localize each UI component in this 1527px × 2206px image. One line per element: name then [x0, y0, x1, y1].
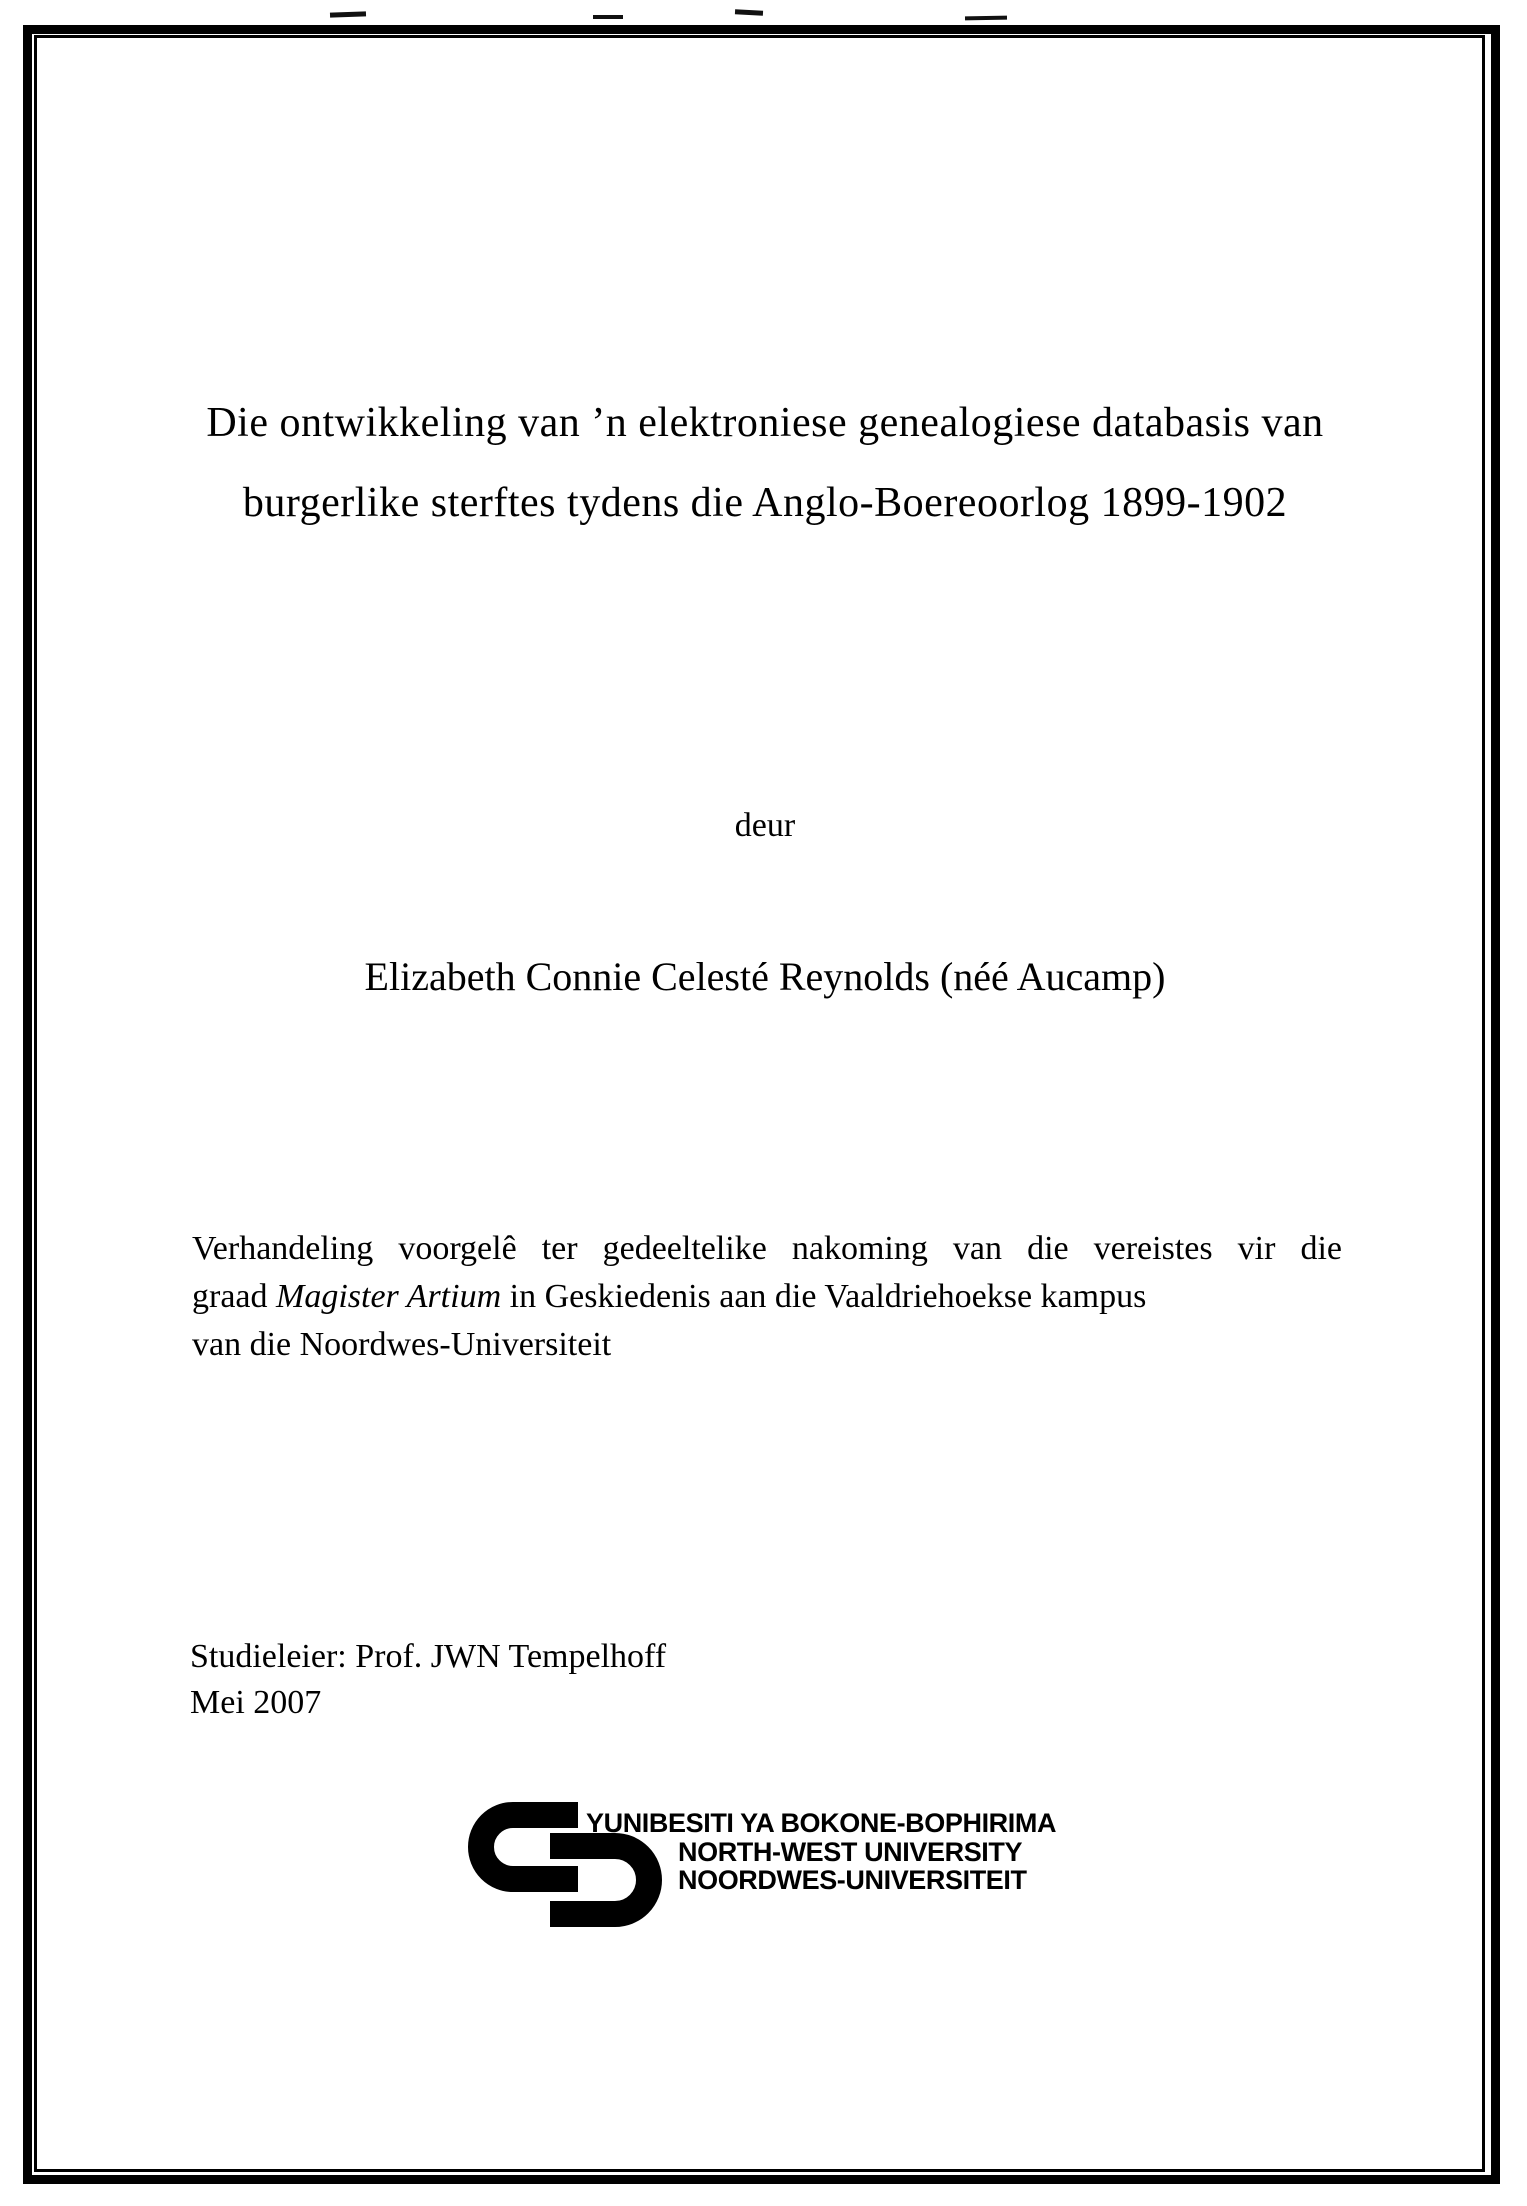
thesis-title-line1: Die ontwikkeling van ’n elektroniese genealogiese databasis van [206, 400, 1324, 446]
scan-speck [593, 15, 623, 19]
logo-text-setswana: YUNIBESITI YA BOKONE-BOPHIRIMA [586, 1808, 1057, 1838]
scan-speck [330, 11, 366, 17]
statement-line3: van die Noordwes-Universiteit [192, 1326, 612, 1363]
scan-speck [965, 16, 1007, 21]
logo-text-afrikaans: NOORDWES-UNIVERSITEIT [678, 1865, 1027, 1895]
university-logo [467, 1802, 1087, 1932]
statement-line2-suffix: in Geskiedenis aan die Vaaldriehoekse kampus [501, 1278, 1147, 1315]
scan-speck [735, 9, 763, 15]
thesis-title-line2: burgerlike sterftes tydens die Anglo-Boereoorlog 1899-1902 [242, 480, 1288, 526]
supervisor-line: Studieleier: Prof. JWN Tempelhoff [190, 1638, 667, 1675]
degree-name-italic: Magister Artium [276, 1278, 502, 1315]
byline: deur [734, 807, 796, 844]
statement-line2-prefix: graad [192, 1278, 277, 1315]
author-name: Elizabeth Connie Celesté Reynolds (néé Aucamp) [364, 954, 1166, 999]
submission-statement [192, 1225, 1342, 1369]
statement-line2 [192, 1273, 1342, 1321]
statement-line1: Verhandeling voorgelê ter gedeeltelike nakoming van die vereistes vir die [192, 1230, 1342, 1267]
supervisor-and-date [190, 1634, 666, 1726]
date-line: Mei 2007 [190, 1684, 322, 1721]
thesis-title [185, 383, 1345, 543]
logo-text-english: NORTH-WEST UNIVERSITY [678, 1837, 1023, 1867]
